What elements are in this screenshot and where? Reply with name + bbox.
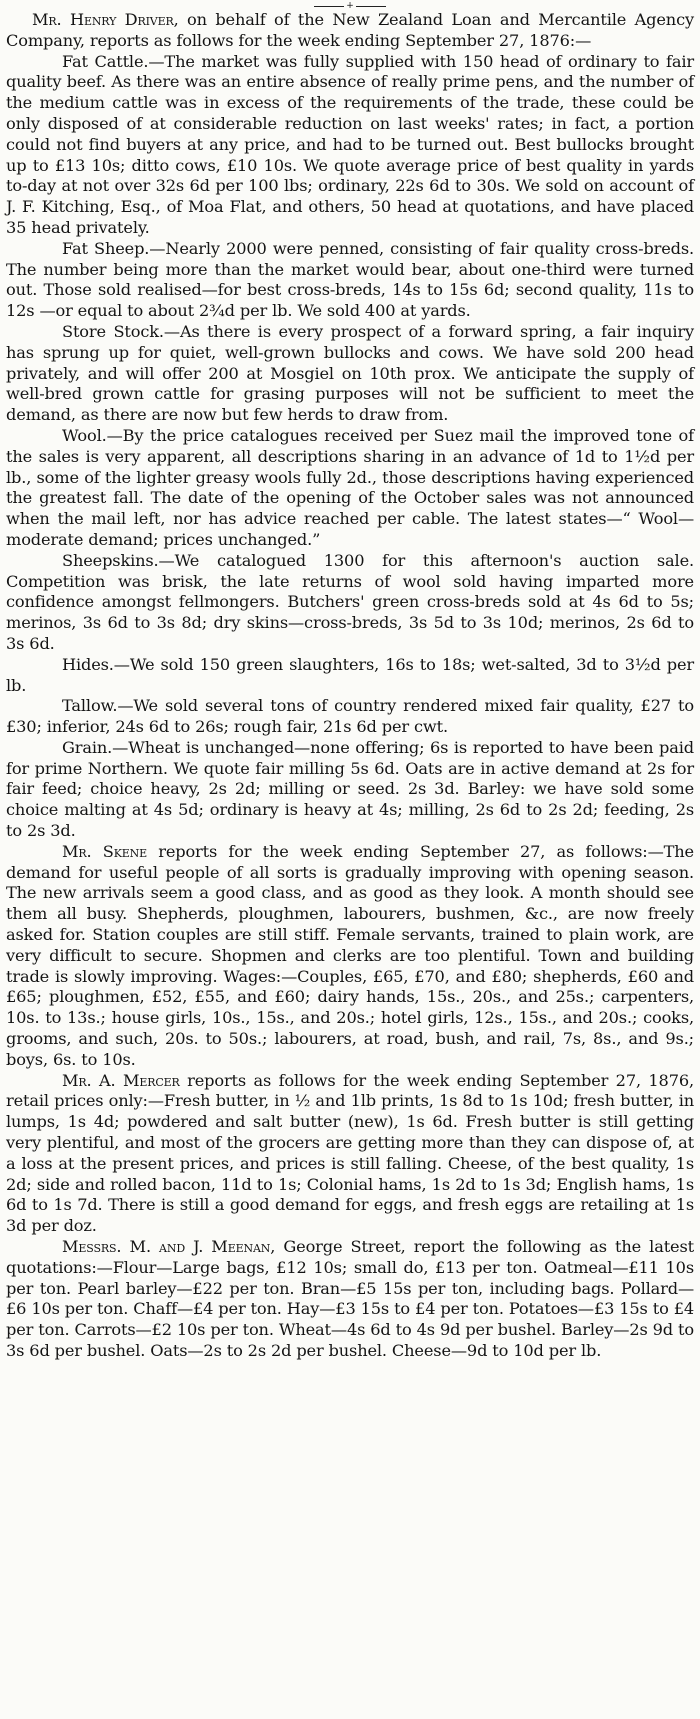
paragraph-fat-cattle (6, 52, 694, 239)
reporter-name: Mr. A. Mercer (62, 1070, 180, 1090)
paragraph-text: George Street, report the following as the latest quotations:—Flour—Large bags, £12 10s; small do, £13 per ton. Oatmeal—£11 10s per ton. Pearl barley—£22 per ton. Bran—£5 15s per ton, including bags. Pollard—£6 10s per ton. Chaff—£4 per ton. Hay—£3 15s to £4 per ton. Potatoes—£3 15s to £4 per ton. Carrots—£2 10s per ton. Wheat—4s 6d to 4s 9d per bushel. Barley—2s 9d to 3s 6d per bushel. Oats—2s to 2s 2d per bushel. Cheese—9d to 10d per lb. (6, 1237, 694, 1360)
paragraph-wool (6, 426, 694, 551)
paragraph-sheepskins (6, 551, 694, 655)
paragraph-text: reports for the week ending September 27, as follows:—The demand for useful people of all sorts is gradually improving with opening season. The new arrivals seem a good class, and as good as they look. A month should see them all busy. Shepherds, ploughmen, labourers, bushmen, &c., are now freely asked for. Station couples are still stiff. Female servants, trained to plain work, are very difficult to secure. Shopmen and clerks are too plentiful. Town and building trade is slowly improving. Wages:—Couples, £65, £70, and £80; shepherds, £60 and £65; ploughmen, £52, £55, and £60; dairy hands, 15s., 20s., and 25s.; carpenters, 10s. to 13s.; house girls, 10s., 15s., and 20s.; hotel girls, 12s., 15s., and 20s.; cooks, grooms, and such, 20s. to 50s.; labourers, at road, bush, and rail, 7s, 8s., and 9s.; boys, 6s. to 10s. (6, 841, 694, 1069)
paragraph-fat-sheep (6, 239, 694, 322)
paragraph-grain (6, 738, 694, 842)
paragraph-text: Fat Sheep.—Nearly 2000 were penned, consisting of fair quality cross-breds. The number being more than the market would bear, about one-third were turned out. Those sold realised—for best cross-breds, 14s to 15s 6d; second quality, 11s to 12s —or equal to about 2¾d per lb. We sold 400 at yards. (6, 238, 694, 321)
market-report-article (6, 10, 694, 1362)
paragraph-labour-report (6, 842, 694, 1071)
paragraph-text: Store Stock.—As there is every prospect of a forward spring, a fair inquiry has sprung up for quiet, well-grown bullocks and cows. We have sold 200 head privately, and will offer 200 at Mosgiel on 10th prox. We anticipate the supply of well-bred grown cattle for grasing purposes will not be sufficient to meet the demand, as there are now but few herds to draw from. (6, 321, 694, 425)
paragraph-text: Fat Cattle.—The market was fully supplied with 150 head of ordinary to fair quality beef. As there was an entire absence of really prime pens, and the number of the medium cattle was in excess of the requirements of the trade, these could be only disposed of at considerable reduction on last weeks' rates; in fact, a portion could not find buyers at any price, and had to be turned out. Best bullocks brought up to £13 10s; ditto cows, £10 10s. We quote average price of best quality in yards to-day at not over 32s 6d per 100 lbs; ordinary, 22s 6d to 30s. We sold on account of J. F. Kitching, Esq., of Moa Flat, and others, 50 head at quotations, and have placed 35 head privately. (6, 51, 694, 237)
paragraph-intro (6, 10, 694, 52)
reporter-name: Mr. Skene (62, 841, 148, 861)
paragraph-retail-prices (6, 1071, 694, 1237)
ornament-mark: + (346, 1, 354, 11)
paragraph-text: on behalf of the New Zealand Loan and Mercantile Agency Company, reports as follows for the week ending September 27, 1876:— (6, 10, 694, 50)
ornament-rule (314, 1, 386, 11)
paragraph-tallow (6, 696, 694, 738)
paragraph-text: Tallow.—We sold several tons of country rendered mixed fair quality, £27 to £30; inferior, 24s 6d to 26s; rough fair, 21s 6d per cwt. (6, 696, 694, 737)
paragraph-text: reports as follows for the week ending September 27, 1876, retail prices only:—Fresh butter, in ½ and 1lb prints, 1s 8d to 1s 10d; fresh butter, in lumps, 1s 4d; powdered and salt butter (new), 1s 6d. Fresh butter is still getting very plentiful, and most of the grocers are getting more than they can dispose of, at a loss at the present prices, and prices is still falling. Cheese, of the best quality, 1s 2d; side and rolled bacon, 11d to 1s; Colonial hams, 1s 2d to 1s 3d; English hams, 1s 6d to 1s 7d. There is still a good demand for eggs, and fresh eggs are retailing at 1s 3d per doz. (6, 1070, 695, 1236)
paragraph-text: Grain.—Wheat is unchanged—none offering; 6s is reported to have been paid for prime Northern. We quote fair milling 5s 6d. Oats are in active demand at 2s for fair feed; choice heavy, 2s 2d; milling or seed. 2s 3d. Barley: we have sold some choice malting at 4s 5d; ordinary is heavy at 4s; milling, 2s 6d to 2s 2d; feeding, 2s to 2s 3d. (6, 737, 694, 841)
reporter-name: Messrs. M. and J. Meenan, (62, 1237, 276, 1257)
paragraph-text: Wool.—By the price catalogues received per Suez mail the improved tone of the sales is very apparent, all descriptions sharing in an advance of 1d to 1½d per lb., some of the lighter greasy wools fully 2d., those descriptions having experienced the greatest fall. The date of the opening of the October sales was not announced when the mail left, nor has advice reached per cable. The latest states—“ Wool—moderate demand; prices unchanged.” (6, 425, 694, 549)
paragraph-text: Hides.—We sold 150 green slaughters, 16s to 18s; wet-salted, 3d to 3½d per lb. (6, 654, 694, 695)
paragraph-text: Sheepskins.—We catalogued 1300 for this afternoon's auction sale. Competition was brisk, the late returns of wool sold having imparted more confidence amongst fellmongers. Butchers' green cross-breds sold at 4s 6d to 5s; merinos, 3s 6d to 3s 8d; dry skins—cross-breds, 3s 5d to 3s 10d; merinos, 2s 6d to 3s 6d. (6, 550, 694, 653)
paragraph-store-stock (6, 322, 694, 426)
reporter-name: Mr. Henry Driver, (32, 10, 179, 29)
paragraph-produce-quotations (6, 1237, 694, 1362)
paragraph-hides (6, 655, 694, 697)
